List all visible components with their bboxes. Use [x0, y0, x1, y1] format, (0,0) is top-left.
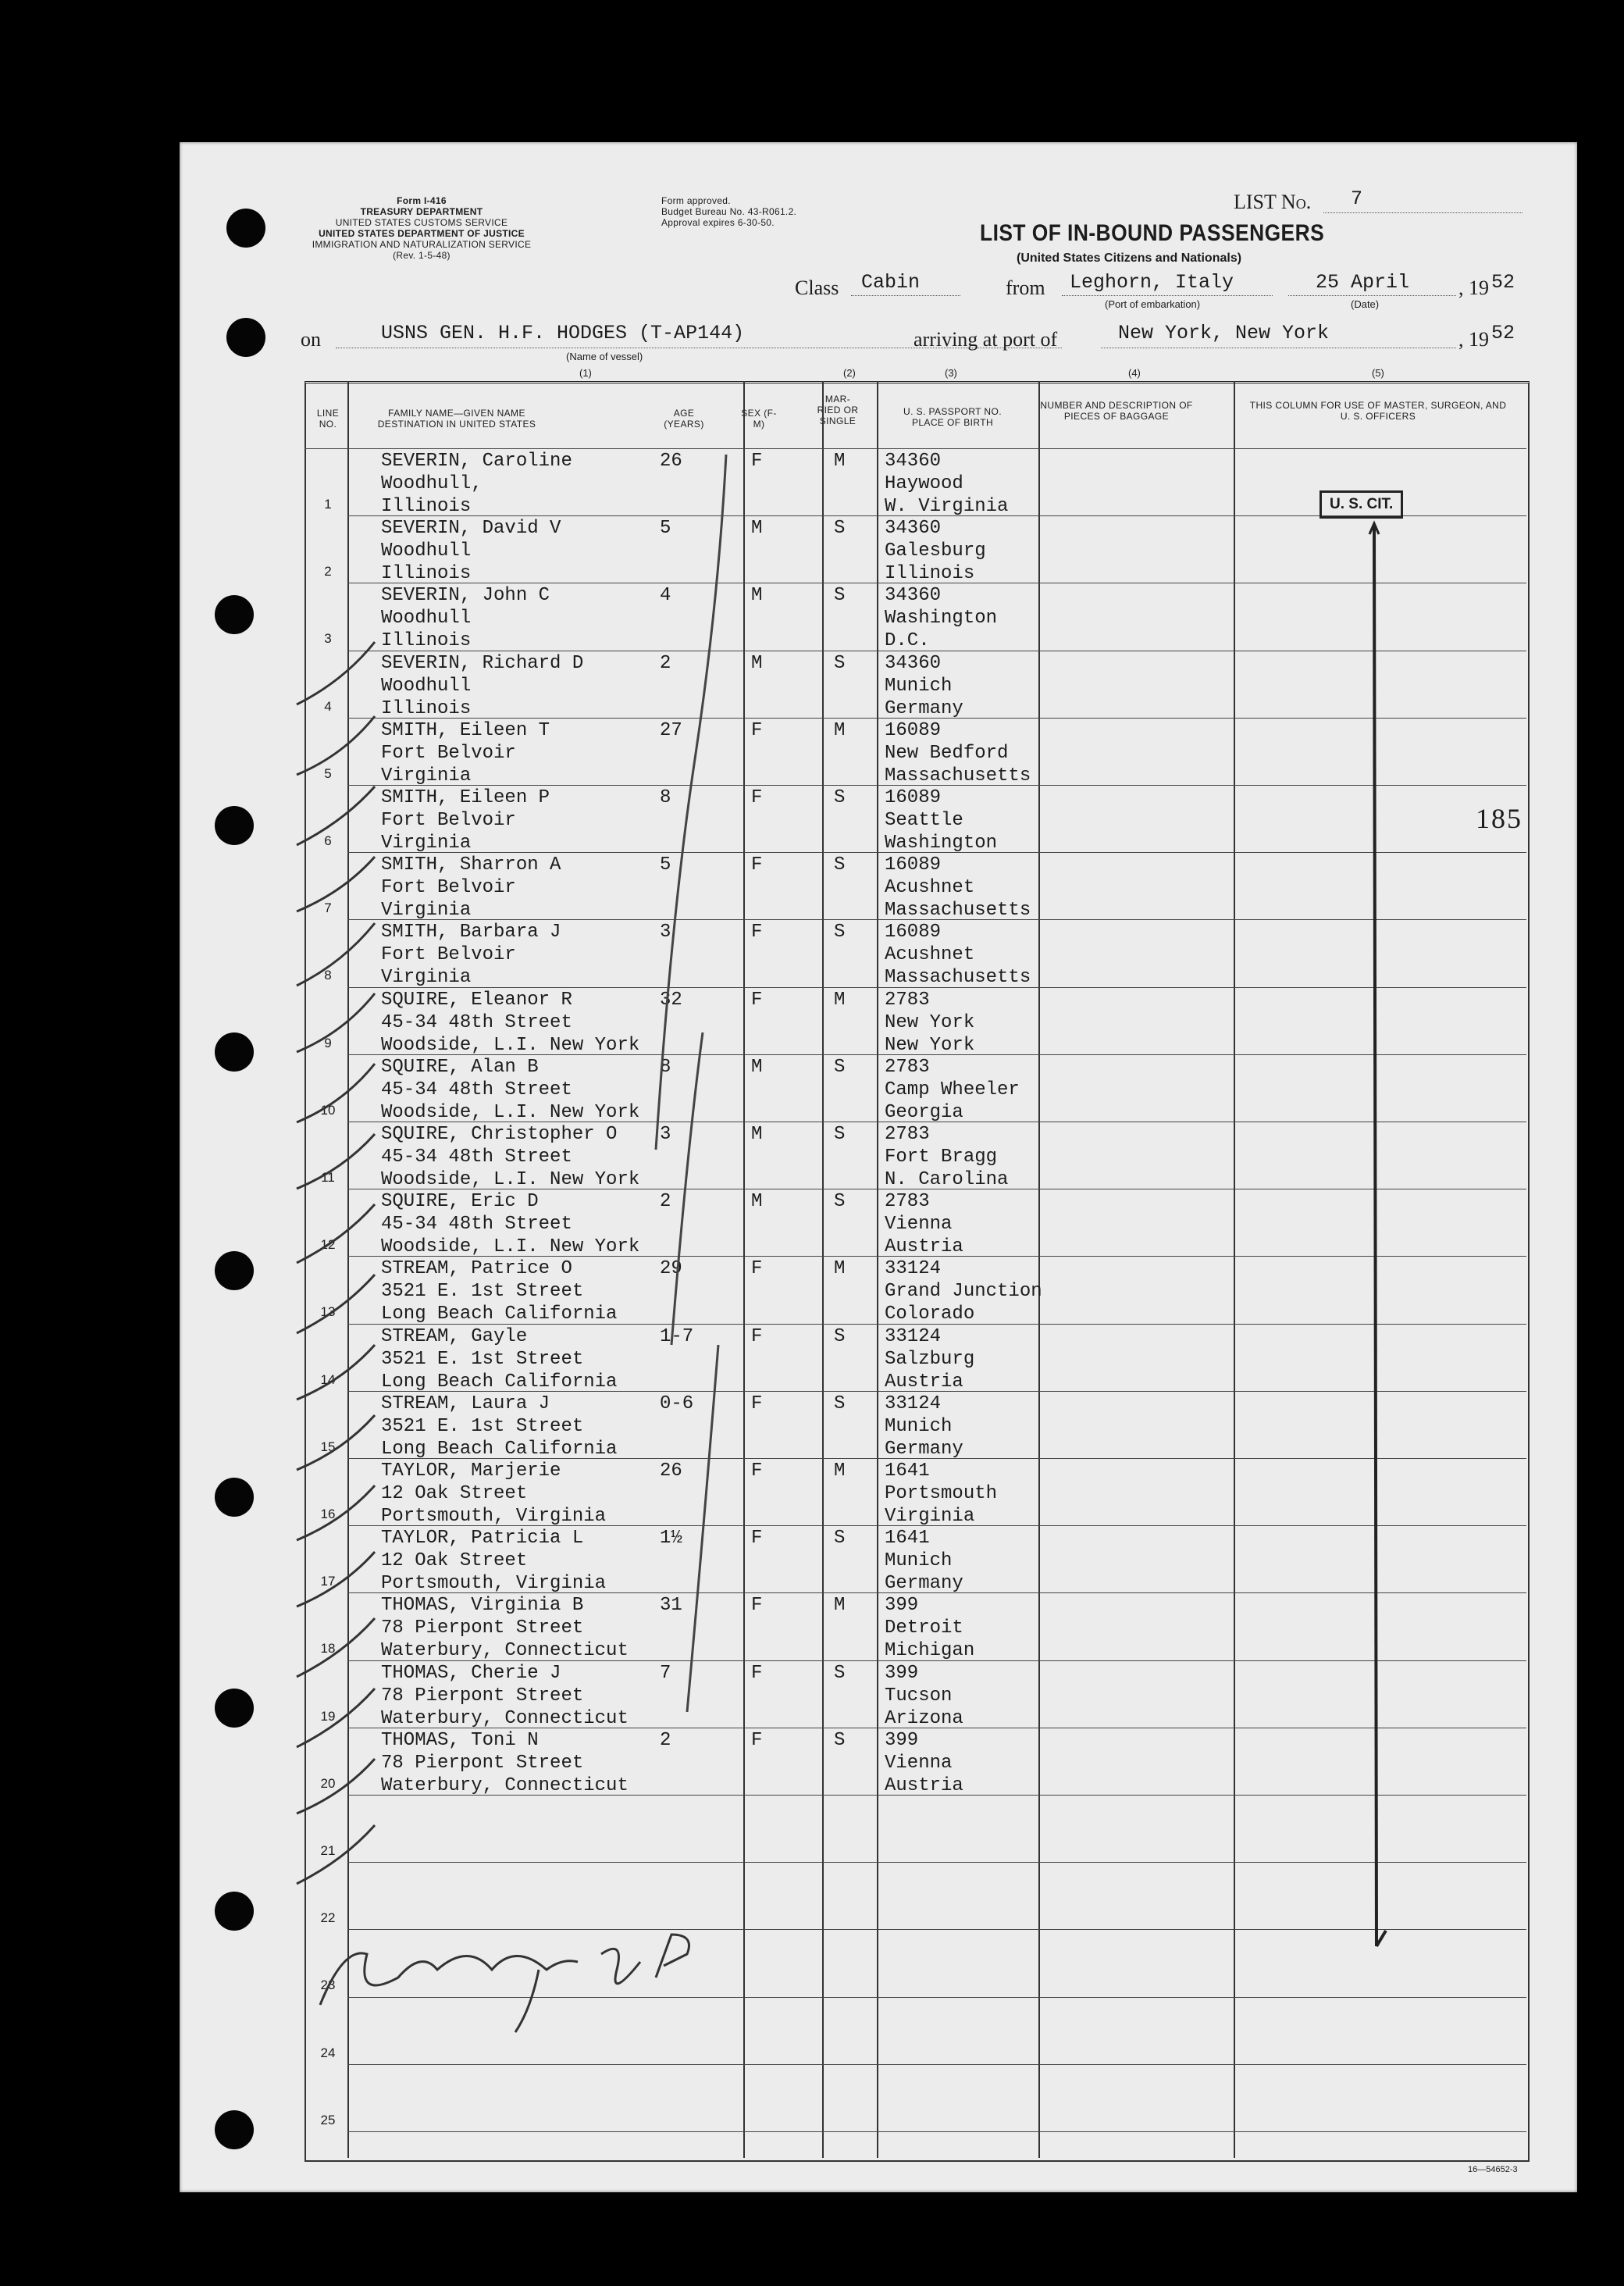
birthplace-line-1: Munich	[885, 675, 953, 697]
passenger-name: SMITH, Barbara J	[381, 922, 561, 943]
row-rule	[347, 2064, 1526, 2065]
destination-line-1: 45-34 48th Street	[381, 1079, 572, 1100]
passport-number: 34360	[885, 585, 942, 607]
line-number: 24	[320, 2045, 336, 2060]
department: TREASURY DEPARTMENT	[360, 206, 483, 217]
destination-line-1: Fort Belvoir	[381, 877, 516, 899]
birthplace-line-1: Camp Wheeler	[885, 1079, 1020, 1100]
port-caption: (Port of embarkation)	[1105, 298, 1201, 310]
passenger-name: SQUIRE, Alan B	[381, 1056, 539, 1078]
destination-line-2: Virginia	[381, 967, 472, 989]
birthplace-line-1: Munich	[885, 1550, 953, 1572]
marital-status: M	[834, 719, 846, 741]
line-number: 7	[324, 900, 332, 916]
birthplace-line-2: Massachusetts	[885, 900, 1031, 922]
passport-number: 16089	[885, 922, 942, 943]
budget-bureau: Budget Bureau No. 43-R061.2.	[661, 206, 797, 217]
age: 29	[660, 1258, 682, 1280]
approval-block	[661, 195, 833, 228]
passenger-manifest-page	[180, 142, 1577, 2192]
passport-number: 2783	[885, 1191, 930, 1213]
column-divider	[1038, 381, 1040, 2158]
year-value: 52	[1491, 271, 1515, 294]
header-line-no: LINE NO.	[316, 408, 340, 430]
age: 2	[660, 1191, 671, 1213]
destination-line-1: Fort Belvoir	[381, 944, 516, 966]
date-value: 25 April	[1316, 271, 1410, 294]
line-number: 16	[320, 1507, 336, 1521]
birthplace-line-1: Galesburg	[885, 540, 986, 562]
line-number: 15	[320, 1439, 336, 1454]
destination-line-1: 78 Pierpont Street	[381, 1617, 584, 1639]
sex: F	[751, 1258, 763, 1280]
service: UNITED STATES CUSTOMS SERVICE	[335, 217, 508, 228]
column-divider	[1234, 381, 1235, 2158]
line-number: 21	[320, 1843, 336, 1858]
passenger-name: SMITH, Eileen T	[381, 719, 550, 741]
passenger-name: THOMAS, Cherie J	[381, 1662, 561, 1684]
destination-line-2: Waterbury, Connecticut	[381, 1774, 629, 1796]
sex: F	[751, 1393, 763, 1414]
destination-line-2: Long Beach California	[381, 1438, 618, 1460]
class-value: Cabin	[861, 271, 921, 294]
line-number: 22	[320, 1910, 336, 1926]
destination-line-2: Woodside, L.I. New York	[381, 1236, 640, 1258]
sex: M	[751, 1191, 763, 1213]
ins: IMMIGRATION AND NATURALIZATION SERVICE	[312, 239, 532, 250]
birthplace-line-1: Acushnet	[885, 877, 975, 899]
line-number: 6	[324, 833, 332, 848]
destination-line-2: Woodside, L.I. New York	[381, 1169, 640, 1190]
punch-hole-icon	[215, 1478, 254, 1517]
punch-hole-icon	[226, 318, 265, 357]
destination-line-1: Fort Belvoir	[381, 742, 516, 764]
destination-line-1: Woodhull	[381, 540, 472, 562]
passenger-name: SEVERIN, Richard D	[381, 652, 584, 674]
us-citizen-stamp: U. S. CIT.	[1320, 490, 1403, 519]
destination-line-2: Virginia	[381, 900, 472, 922]
marital-status: S	[834, 1124, 846, 1145]
age: 8	[660, 1056, 671, 1078]
header-baggage: NUMBER AND DESCRIPTION OF PIECES OF BAGGAGE	[1040, 400, 1193, 422]
arrival-year: 52	[1491, 322, 1515, 344]
marital-status: S	[834, 1662, 846, 1684]
passenger-name: STREAM, Laura J	[381, 1393, 550, 1414]
marital-status: S	[834, 922, 846, 943]
destination-line-2: Illinois	[381, 563, 472, 585]
birthplace-line-1: Washington	[885, 608, 998, 629]
destination-line-1: 78 Pierpont Street	[381, 1685, 584, 1706]
birthplace-line-2: New York	[885, 1034, 975, 1056]
line-number: 1	[324, 497, 332, 512]
passenger-name: TAYLOR, Marjerie	[381, 1460, 561, 1482]
destination-line-2: Portsmouth, Virginia	[381, 1573, 607, 1595]
birthplace-line-1: Detroit	[885, 1617, 963, 1639]
sex: M	[751, 1124, 763, 1145]
destination-line-1: Fort Belvoir	[381, 810, 516, 831]
passenger-name: STREAM, Gayle	[381, 1325, 528, 1347]
passenger-name: THOMAS, Virginia B	[381, 1595, 584, 1617]
port-of-embarkation: Leghorn, Italy	[1070, 271, 1234, 294]
from-label: from	[1006, 276, 1045, 299]
list-no-underline	[1323, 212, 1522, 213]
passenger-name: SMITH, Sharron A	[381, 854, 561, 876]
age: 31	[660, 1595, 682, 1617]
destination-line-1: 3521 E. 1st Street	[381, 1281, 584, 1303]
passport-number: 34360	[885, 518, 942, 540]
passport-number: 34360	[885, 652, 942, 674]
birthplace-line-2: Austria	[885, 1236, 963, 1258]
arrival-year-prefix: , 19	[1458, 328, 1489, 351]
line-number: 23	[320, 1978, 336, 1993]
header-officers: THIS COLUMN FOR USE OF MASTER, SURGEON, AND U. S. OFFICERS	[1249, 400, 1507, 422]
birthplace-line-1: Portsmouth	[885, 1483, 998, 1504]
destination-line-2: Woodside, L.I. New York	[381, 1101, 640, 1123]
passport-number: 1641	[885, 1528, 930, 1550]
birthplace-line-1: Acushnet	[885, 944, 975, 966]
date-caption: (Date)	[1351, 298, 1380, 310]
marital-status: S	[834, 1191, 846, 1213]
passport-number: 33124	[885, 1258, 942, 1280]
marital-status: S	[834, 585, 846, 607]
marital-status: M	[834, 451, 846, 472]
destination-line-2: Illinois	[381, 697, 472, 719]
line-number: 9	[324, 1035, 332, 1050]
age: 8	[660, 787, 671, 808]
age: 26	[660, 451, 682, 472]
marital-status: S	[834, 1729, 846, 1751]
age: 26	[660, 1460, 682, 1482]
header-age: AGE (YEARS)	[664, 408, 704, 430]
passenger-name: THOMAS, Toni N	[381, 1729, 539, 1751]
col-num-2: (2)	[843, 367, 856, 379]
birthplace-line-2: Germany	[885, 1438, 963, 1460]
marital-status: S	[834, 652, 846, 674]
passenger-name: TAYLOR, Patricia L	[381, 1528, 584, 1550]
side-page-number: 185	[1476, 803, 1522, 834]
sex: F	[751, 1528, 763, 1550]
passport-number: 2783	[885, 1124, 930, 1145]
line-number: 5	[324, 765, 332, 781]
line-number: 18	[320, 1641, 336, 1657]
passport-number: 2783	[885, 1056, 930, 1078]
destination-line-1: 12 Oak Street	[381, 1550, 528, 1572]
passport-number: 399	[885, 1729, 919, 1751]
passenger-name: SQUIRE, Eric D	[381, 1191, 539, 1213]
list-no-label: LIST No.	[1234, 191, 1312, 213]
marital-status: M	[834, 989, 846, 1011]
approved: Form approved.	[661, 195, 731, 206]
vessel-name: USNS GEN. H.F. HODGES (T-AP144)	[381, 322, 745, 344]
birthplace-line-2: Washington	[885, 833, 998, 854]
class-underline	[851, 295, 960, 296]
punch-hole-icon	[215, 1689, 254, 1728]
passenger-name: STREAM, Patrice O	[381, 1258, 572, 1280]
punch-hole-icon	[226, 209, 265, 248]
line-number: 3	[324, 631, 332, 647]
birthplace-line-1: Fort Bragg	[885, 1147, 998, 1168]
marital-status: S	[834, 518, 846, 540]
marital-status: S	[834, 1528, 846, 1550]
revision: (Rev. 1-5-48)	[393, 250, 451, 261]
passenger-name: SEVERIN, Caroline	[381, 451, 572, 472]
line-number: 4	[324, 698, 332, 714]
destination-line-2: Virginia	[381, 765, 472, 786]
destination-line-1: 3521 E. 1st Street	[381, 1348, 584, 1370]
line-number: 19	[320, 1708, 336, 1724]
birthplace-line-2: Virginia	[885, 1506, 975, 1527]
destination-line-1: Woodhull	[381, 608, 472, 629]
line-number: 10	[320, 1102, 336, 1118]
page-subtitle: (United States Citizens and Nationals)	[1017, 251, 1242, 265]
page-title: LIST OF IN-BOUND PASSENGERS	[980, 220, 1325, 246]
birthplace-line-2: Austria	[885, 1774, 963, 1796]
sex: M	[751, 585, 763, 607]
sex: F	[751, 989, 763, 1011]
age: 32	[660, 989, 682, 1011]
destination-line-1: Woodhull	[381, 675, 472, 697]
birthplace-line-2: W. Virginia	[885, 496, 1009, 517]
birthplace-line-2: Germany	[885, 697, 963, 719]
destination-line-2: Portsmouth, Virginia	[381, 1506, 607, 1527]
birthplace-line-2: Arizona	[885, 1707, 963, 1729]
destination-line-2: Illinois	[381, 496, 472, 517]
class-label: Class	[795, 276, 839, 299]
passenger-name: SEVERIN, David V	[381, 518, 561, 540]
line-number: 14	[320, 1371, 336, 1387]
sex: F	[751, 451, 763, 472]
header-married: MAR- RIED OR SINGLE	[817, 394, 859, 426]
line-number: 2	[324, 564, 332, 580]
header-passport: U. S. PASSPORT NO. PLACE OF BIRTH	[903, 406, 1002, 428]
passenger-name: SEVERIN, John C	[381, 585, 550, 607]
sex: F	[751, 787, 763, 808]
line-number: 13	[320, 1304, 336, 1320]
passport-number: 399	[885, 1595, 919, 1617]
age: 3	[660, 922, 671, 943]
header-sex: SEX (F-M)	[741, 408, 777, 430]
passport-number: 2783	[885, 989, 930, 1011]
punch-hole-icon	[215, 1032, 254, 1072]
marital-status: S	[834, 1056, 846, 1078]
age: 27	[660, 719, 682, 741]
birthplace-line-2: Michigan	[885, 1640, 975, 1662]
year-prefix: , 19	[1458, 276, 1489, 299]
form-id-block	[289, 195, 554, 261]
marital-status: S	[834, 787, 846, 808]
destination-line-2: Woodside, L.I. New York	[381, 1034, 640, 1056]
destination-line-1: 78 Pierpont Street	[381, 1752, 584, 1774]
punch-hole-icon	[215, 2110, 254, 2149]
destination-line-2: Long Beach California	[381, 1303, 618, 1325]
line-number: 20	[320, 1775, 336, 1791]
marital-status: M	[834, 1595, 846, 1617]
passport-number: 16089	[885, 719, 942, 741]
sex: F	[751, 1460, 763, 1482]
destination-line-1: 3521 E. 1st Street	[381, 1415, 584, 1437]
punch-hole-icon	[215, 1892, 254, 1931]
birthplace-line-1: New York	[885, 1011, 975, 1033]
passenger-name: SQUIRE, Christopher O	[381, 1124, 618, 1145]
passenger-name: SQUIRE, Eleanor R	[381, 989, 572, 1011]
line-number: 8	[324, 968, 332, 983]
birthplace-line-1: New Bedford	[885, 742, 1009, 764]
birthplace-line-1: Munich	[885, 1415, 953, 1437]
birthplace-line-2: Massachusetts	[885, 967, 1031, 989]
punch-hole-icon	[215, 595, 254, 634]
birthplace-line-2: Germany	[885, 1573, 963, 1595]
col-num-5: (5)	[1372, 367, 1384, 379]
sex: M	[751, 1056, 763, 1078]
passport-number: 16089	[885, 854, 942, 876]
line-number: 17	[320, 1574, 336, 1589]
passport-number: 34360	[885, 451, 942, 472]
sex: M	[751, 518, 763, 540]
passport-number: 1641	[885, 1460, 930, 1482]
header-name: FAMILY NAME—GIVEN NAME DESTINATION IN UNITED STATES	[377, 408, 536, 430]
punch-hole-icon	[215, 806, 254, 845]
age: 2	[660, 652, 671, 674]
passport-number: 16089	[885, 787, 942, 808]
col-num-1: (1)	[579, 367, 592, 379]
sex: F	[751, 1325, 763, 1347]
arrival-port: New York, New York	[1118, 322, 1330, 344]
marital-status: S	[834, 1393, 846, 1414]
destination-line-1: 45-34 48th Street	[381, 1214, 572, 1236]
birthplace-line-1: Vienna	[885, 1752, 953, 1774]
row-rule	[347, 2131, 1526, 2132]
column-divider	[877, 381, 878, 2158]
form-number: Form I-416	[397, 195, 447, 206]
destination-line-1: 12 Oak Street	[381, 1483, 528, 1504]
sex: M	[751, 652, 763, 674]
destination-line-2: Waterbury, Connecticut	[381, 1640, 629, 1662]
passport-number: 399	[885, 1662, 919, 1684]
birthplace-line-1: Salzburg	[885, 1348, 975, 1370]
punch-hole-icon	[215, 1251, 254, 1290]
vessel-caption: (Name of vessel)	[566, 351, 643, 362]
birthplace-line-2: D.C.	[885, 630, 930, 652]
destination-line-2: Virginia	[381, 833, 472, 854]
birthplace-line-1: Haywood	[885, 473, 963, 494]
birthplace-line-2: Austria	[885, 1371, 963, 1393]
sex: F	[751, 1729, 763, 1751]
list-no-value: 7	[1351, 187, 1363, 210]
marital-status: M	[834, 1258, 846, 1280]
col-num-3: (3)	[945, 367, 957, 379]
marital-status: M	[834, 1460, 846, 1482]
age: 2	[660, 1729, 671, 1751]
handwritten-marks	[281, 447, 828, 2040]
birthplace-line-1: Grand Junction	[885, 1281, 1042, 1303]
age: 0-6	[660, 1393, 694, 1414]
arriving-label: arriving at port of	[914, 328, 1058, 351]
sex: F	[751, 854, 763, 876]
age: 3	[660, 1124, 671, 1145]
birthplace-line-2: Massachusetts	[885, 765, 1031, 786]
destination-line-2: Long Beach California	[381, 1371, 618, 1393]
age: 4	[660, 585, 671, 607]
line-number: 12	[320, 1237, 336, 1253]
birthplace-line-2: Colorado	[885, 1303, 975, 1325]
sex: F	[751, 922, 763, 943]
line-number: 11	[321, 1170, 335, 1185]
passport-number: 33124	[885, 1393, 942, 1414]
officer-arrow	[1351, 517, 1413, 1954]
col-num-4: (4)	[1128, 367, 1141, 379]
destination-line-1: 45-34 48th Street	[381, 1147, 572, 1168]
age: 7	[660, 1662, 671, 1684]
justice-dept: UNITED STATES DEPARTMENT OF JUSTICE	[319, 228, 525, 239]
age: 1½	[660, 1528, 682, 1550]
marital-status: S	[834, 1325, 846, 1347]
marital-status: S	[834, 854, 846, 876]
destination-line-1: Woodhull,	[381, 473, 483, 494]
age: 1-7	[660, 1325, 694, 1347]
date-underline	[1288, 295, 1456, 296]
sex: F	[751, 1595, 763, 1617]
age: 5	[660, 854, 671, 876]
destination-line-1: 45-34 48th Street	[381, 1011, 572, 1033]
approval-expires: Approval expires 6-30-50.	[661, 217, 775, 228]
birthplace-line-2: Illinois	[885, 563, 975, 585]
on-label: on	[301, 328, 321, 351]
destination-line-2: Illinois	[381, 630, 472, 652]
sex: F	[751, 719, 763, 741]
printer-code: 16—54652-3	[1468, 2165, 1518, 2174]
birthplace-line-2: N. Carolina	[885, 1169, 1009, 1190]
birthplace-line-2: Georgia	[885, 1101, 963, 1123]
passport-number: 33124	[885, 1325, 942, 1347]
line-number: 25	[320, 2112, 336, 2127]
destination-line-2: Waterbury, Connecticut	[381, 1707, 629, 1729]
birthplace-line-1: Seattle	[885, 810, 963, 831]
sex: F	[751, 1662, 763, 1684]
birthplace-line-1: Vienna	[885, 1214, 953, 1236]
age: 5	[660, 518, 671, 540]
birthplace-line-1: Tucson	[885, 1685, 953, 1706]
port-underline	[1062, 295, 1273, 296]
passenger-name: SMITH, Eileen P	[381, 787, 550, 808]
